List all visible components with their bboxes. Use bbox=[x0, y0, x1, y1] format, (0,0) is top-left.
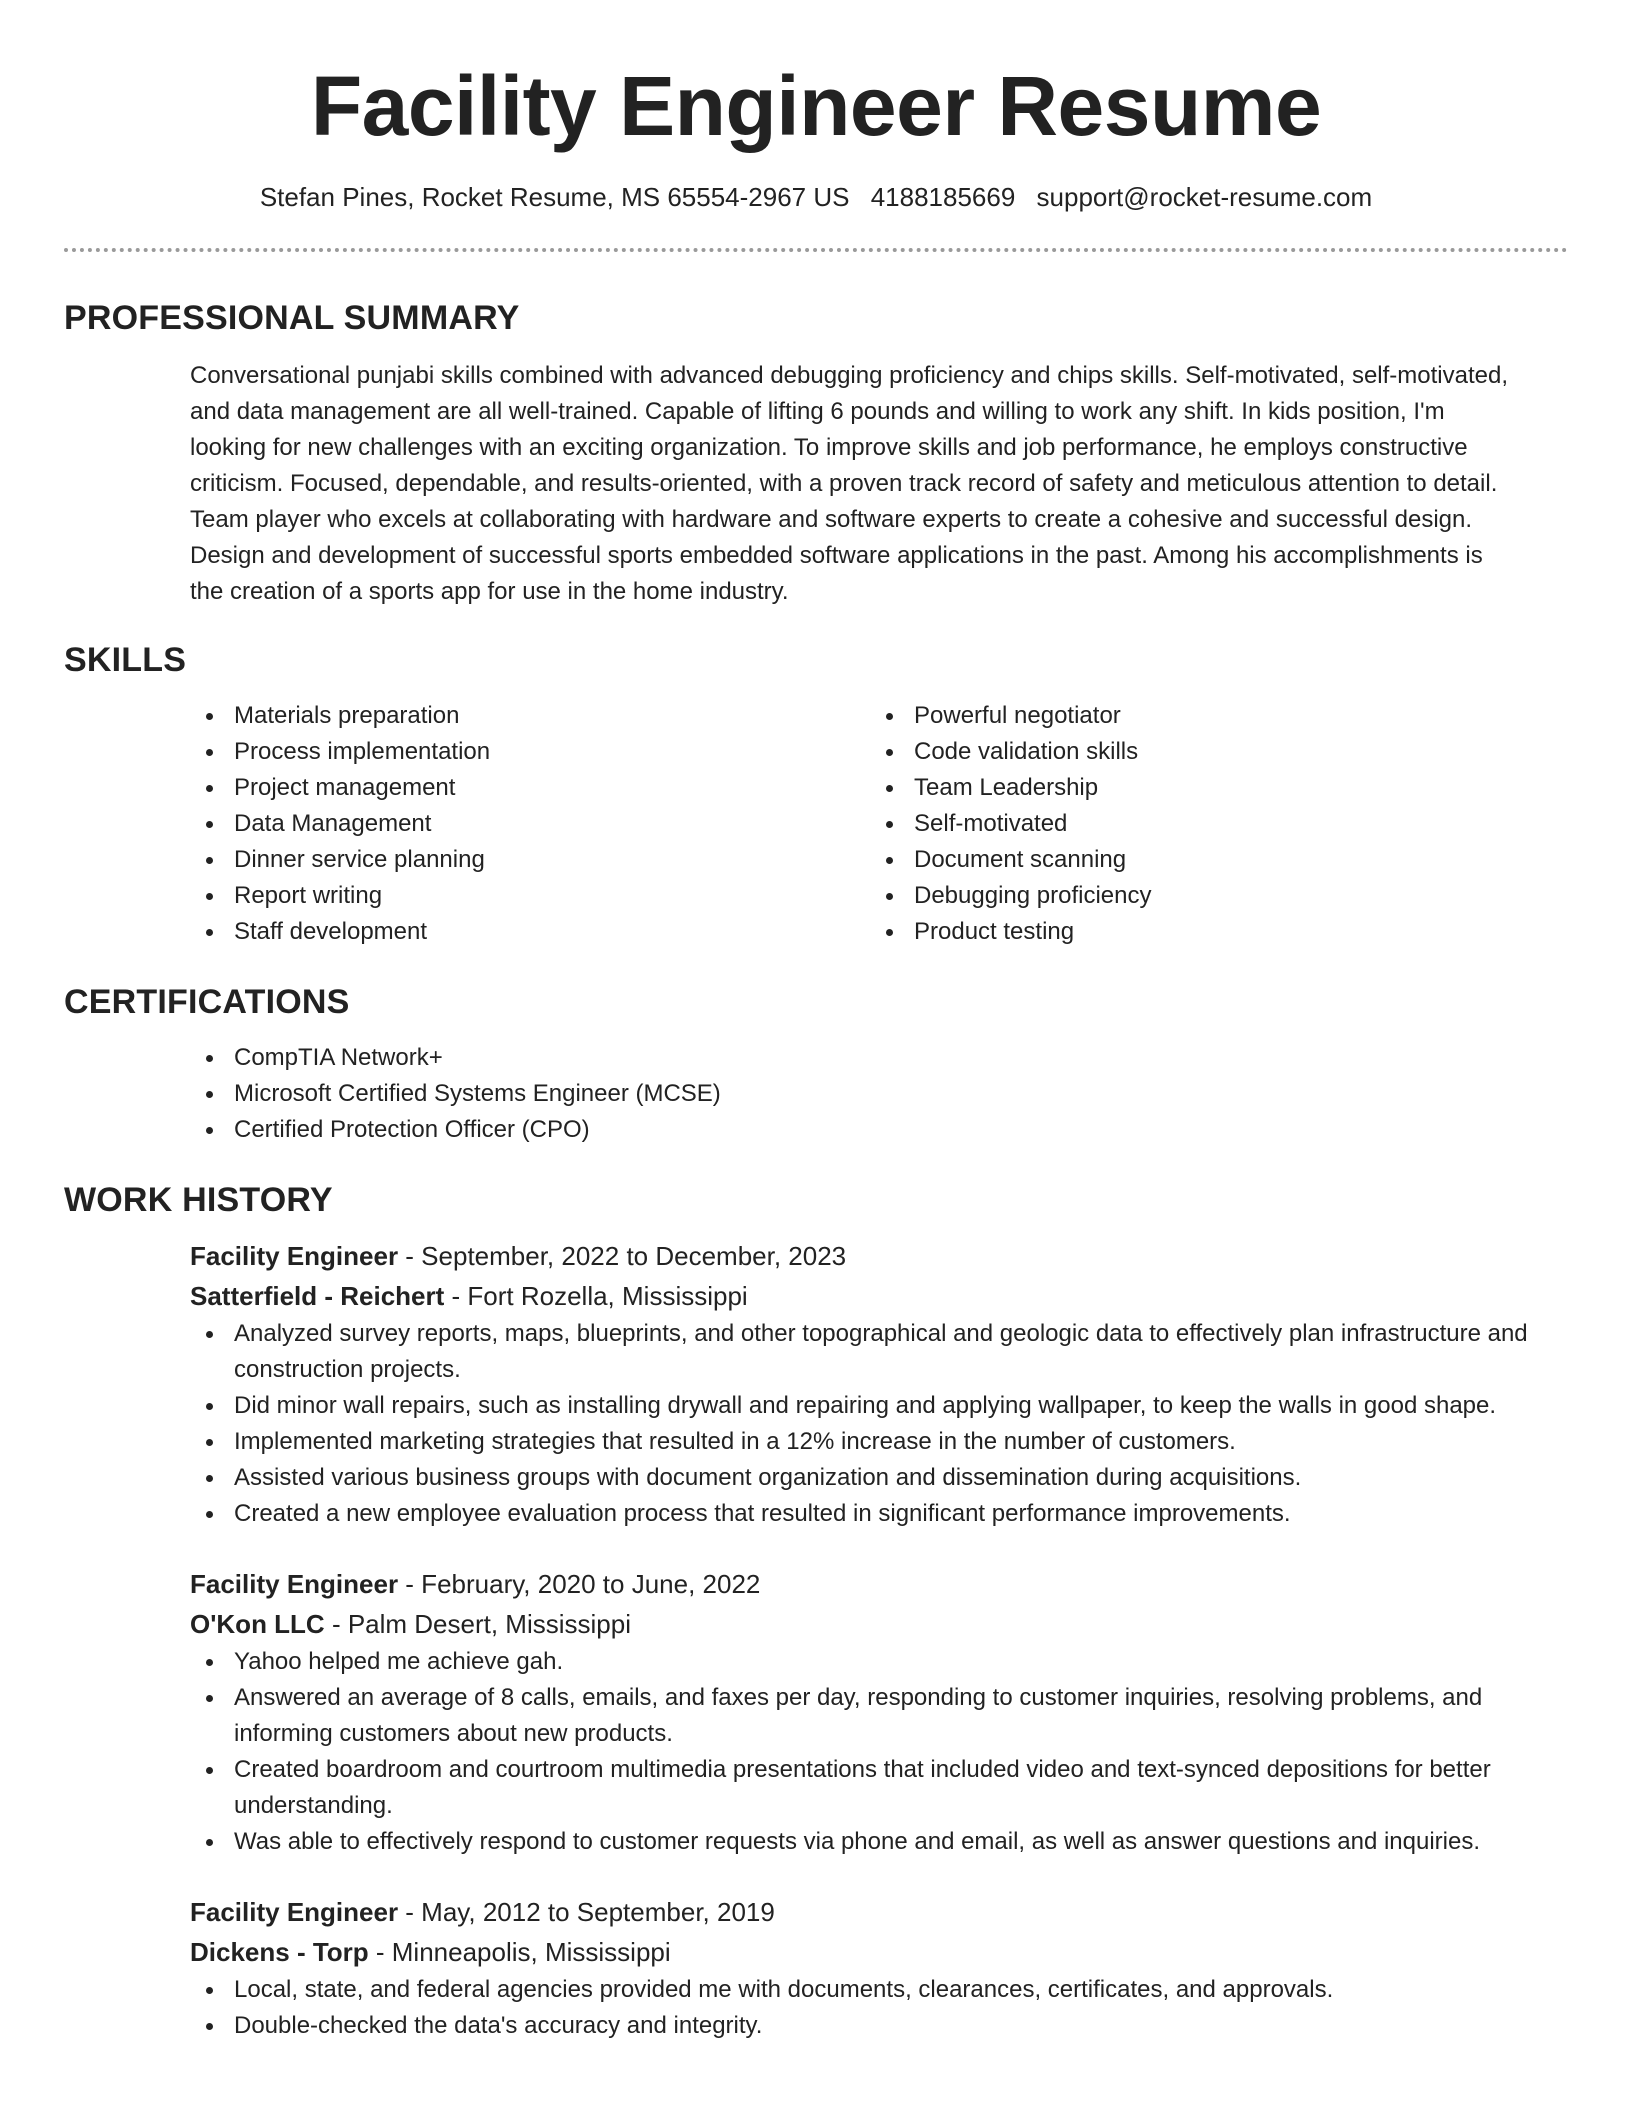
summary-heading: PROFESSIONAL SUMMARY bbox=[64, 299, 520, 337]
job-entry bbox=[190, 1564, 1568, 1860]
skill-item: Code validation skills bbox=[870, 734, 1550, 770]
certification-item: Microsoft Certified Systems Engineer (MCSE) bbox=[190, 1076, 1568, 1112]
job-company: O'Kon LLC bbox=[190, 1609, 325, 1639]
skills-grid bbox=[190, 698, 1568, 950]
skill-item: Self-motivated bbox=[870, 806, 1550, 842]
skill-item: Dinner service planning bbox=[190, 842, 870, 878]
job-company-line bbox=[190, 1276, 1568, 1316]
skills-heading: SKILLS bbox=[64, 641, 187, 679]
summary-line: Design and development of successful sports embedded software applications in the past. Among his accomplishments is bbox=[190, 542, 1483, 569]
job-bullets bbox=[190, 1972, 1568, 2044]
work-history-heading: WORK HISTORY bbox=[64, 1181, 333, 1219]
job-bullets bbox=[190, 1644, 1568, 1860]
job-bullet: Created boardroom and courtroom multimedia presentations that included video and text-synced depositions for better understanding. bbox=[190, 1752, 1568, 1824]
summary-line: and data management are all well-trained. Capable of lifting 6 pounds and willing to work any shift. In kids position, I'm bbox=[190, 398, 1445, 425]
skill-item: Data Management bbox=[190, 806, 870, 842]
summary-line: Team player who excels at collaborating with hardware and software experts to create a cohesive and successful design. bbox=[190, 506, 1473, 533]
summary-text bbox=[190, 358, 1568, 610]
skill-item: Materials preparation bbox=[190, 698, 870, 734]
skill-item: Powerful negotiator bbox=[870, 698, 1550, 734]
job-dates: - September, 2022 to December, 2023 bbox=[398, 1241, 847, 1271]
summary-line: criticism. Focused, dependable, and results-oriented, with a proven track record of safety and meticulous attention to detail. bbox=[190, 470, 1498, 497]
skill-item: Project management bbox=[190, 770, 870, 806]
job-location: - Palm Desert, Mississippi bbox=[324, 1609, 631, 1639]
job-bullet: Local, state, and federal agencies provided me with documents, clearances, certificates, and approvals. bbox=[190, 1972, 1568, 2008]
job-company: Satterfield - Reichert bbox=[190, 1281, 445, 1311]
job-entry bbox=[190, 1236, 1568, 1532]
contact-email: support@rocket-resume.com bbox=[1036, 182, 1373, 212]
contact-line bbox=[64, 180, 1568, 214]
contact-address: Stefan Pines, Rocket Resume, MS 65554-2967 US bbox=[259, 182, 850, 212]
job-bullets bbox=[190, 1316, 1568, 1532]
certifications-list bbox=[190, 1040, 1568, 1148]
skill-item: Product testing bbox=[870, 914, 1550, 950]
job-company-line bbox=[190, 1932, 1568, 1972]
job-bullet: Did minor wall repairs, such as installing drywall and repairing and applying wallpaper, to keep the walls in good shape. bbox=[190, 1388, 1568, 1424]
job-company: Dickens - Torp bbox=[190, 1937, 369, 1967]
job-bullet: Double-checked the data's accuracy and integrity. bbox=[190, 2008, 1568, 2044]
skill-item: Process implementation bbox=[190, 734, 870, 770]
certifications-section bbox=[64, 1040, 1568, 1148]
job-location: - Minneapolis, Mississippi bbox=[368, 1937, 671, 1967]
job-title: Facility Engineer bbox=[190, 1569, 399, 1599]
resume-title: Facility Engineer Resume bbox=[310, 59, 1322, 153]
job-title: Facility Engineer bbox=[190, 1897, 399, 1927]
job-entry bbox=[190, 1892, 1568, 2044]
job-title-line bbox=[190, 1236, 1568, 1276]
contact-phone: 4188185669 bbox=[870, 182, 1016, 212]
header-divider bbox=[64, 248, 1568, 252]
certifications-heading: CERTIFICATIONS bbox=[64, 983, 350, 1021]
work-history-section bbox=[64, 1236, 1568, 2044]
skill-item: Staff development bbox=[190, 914, 870, 950]
skill-item: Report writing bbox=[190, 878, 870, 914]
summary-line: Conversational punjabi skills combined with advanced debugging proficiency and chips skills. Self-motivated, self-motivated, bbox=[190, 362, 1509, 389]
job-bullet: Answered an average of 8 calls, emails, and faxes per day, responding to customer inquiries, resolving problems, and informing customers about new products. bbox=[190, 1680, 1568, 1752]
job-title: Facility Engineer bbox=[190, 1241, 399, 1271]
skills-list-left bbox=[190, 698, 870, 950]
skill-item: Document scanning bbox=[870, 842, 1550, 878]
skill-item: Debugging proficiency bbox=[870, 878, 1550, 914]
certification-item: CompTIA Network+ bbox=[190, 1040, 1568, 1076]
job-company-line bbox=[190, 1604, 1568, 1644]
skills-section bbox=[64, 698, 1568, 950]
job-title-line bbox=[190, 1892, 1568, 1932]
job-dates: - May, 2012 to September, 2019 bbox=[398, 1897, 775, 1927]
job-bullet: Yahoo helped me achieve gah. bbox=[190, 1644, 1568, 1680]
job-bullet: Assisted various business groups with document organization and dissemination during acquisitions. bbox=[190, 1460, 1568, 1496]
job-location: - Fort Rozella, Mississippi bbox=[444, 1281, 748, 1311]
certification-item: Certified Protection Officer (CPO) bbox=[190, 1112, 1568, 1148]
job-bullet: Created a new employee evaluation process that resulted in significant performance improvements. bbox=[190, 1496, 1568, 1532]
job-dates: - February, 2020 to June, 2022 bbox=[398, 1569, 761, 1599]
job-bullet: Analyzed survey reports, maps, blueprints, and other topographical and geologic data to effectively plan infrastructure and construction projects. bbox=[190, 1316, 1568, 1388]
summary-section bbox=[64, 358, 1568, 610]
summary-line: the creation of a sports app for use in the home industry. bbox=[190, 578, 789, 605]
skill-item: Team Leadership bbox=[870, 770, 1550, 806]
skills-list-right bbox=[870, 698, 1550, 950]
summary-line: looking for new challenges with an exciting organization. To improve skills and job performance, he employs constructive bbox=[190, 434, 1468, 461]
job-bullet: Was able to effectively respond to customer requests via phone and email, as well as answer questions and inquiries. bbox=[190, 1824, 1568, 1860]
job-bullet: Implemented marketing strategies that resulted in a 12% increase in the number of customers. bbox=[190, 1424, 1568, 1460]
job-title-line bbox=[190, 1564, 1568, 1604]
